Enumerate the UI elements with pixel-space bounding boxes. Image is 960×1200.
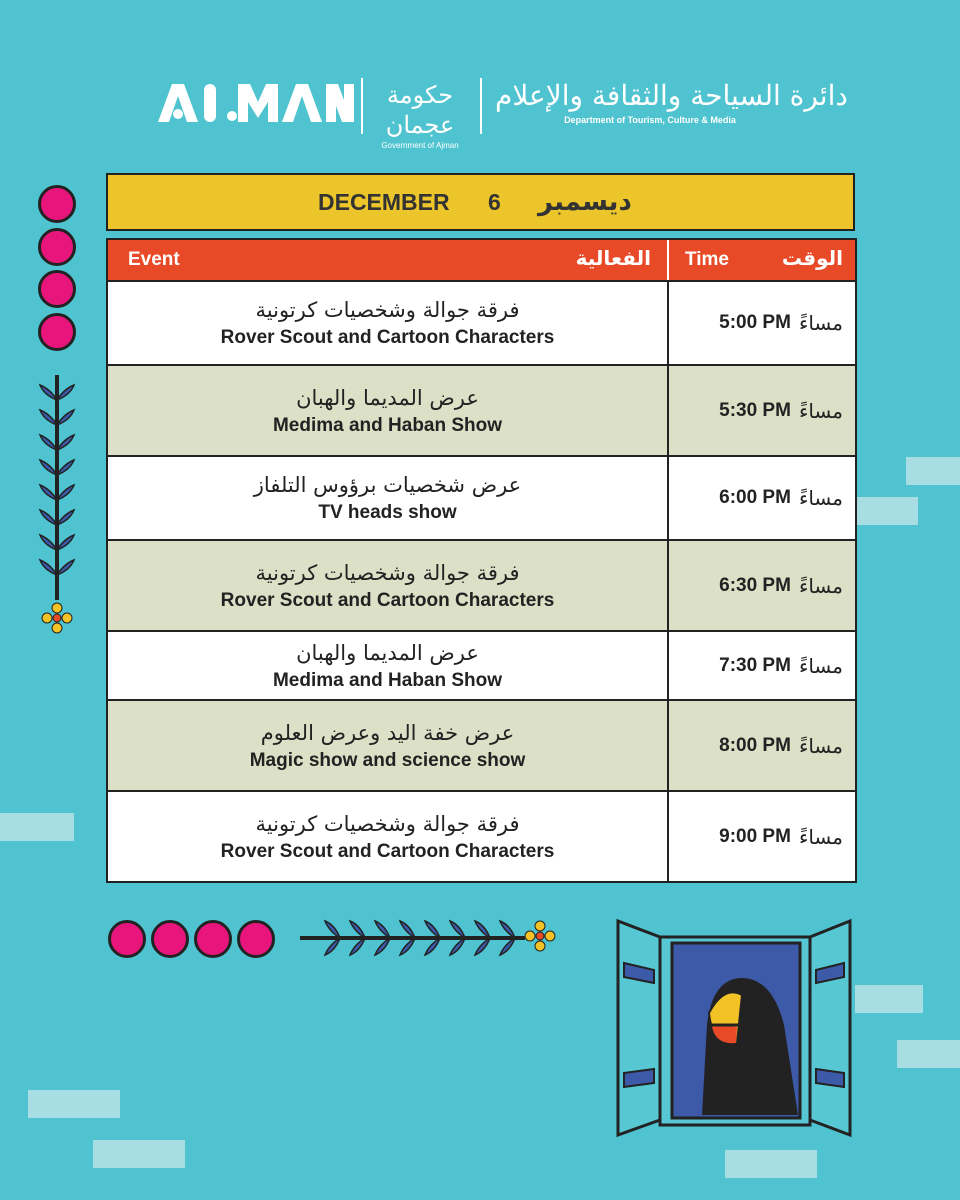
decor-dot [151, 920, 189, 958]
event-cell [108, 632, 669, 699]
month-en: DECEMBER [318, 188, 450, 215]
event-time-ar: مساءً [798, 486, 843, 510]
event-name-ar: عرض خفة اليد وعرض العلوم [260, 720, 515, 745]
day-number: 6 [488, 188, 501, 215]
decor-rect [897, 1040, 960, 1068]
event-name-ar: فرقة جوالة وشخصيات كرتونية [255, 560, 520, 585]
event-time: 8:00 PM [719, 734, 791, 756]
decor-rect [93, 1140, 185, 1168]
event-name-en: Rover Scout and Cartoon Characters [220, 327, 555, 348]
window-illustration-icon [612, 915, 856, 1140]
ajman-logo [158, 82, 354, 124]
event-cell [108, 792, 669, 881]
event-time: 7:30 PM [719, 654, 791, 676]
table-header [108, 240, 855, 280]
dept-name-en: Department of Tourism, Culture & Media [564, 115, 736, 125]
fern-decoration-icon [36, 375, 78, 635]
government-logo [370, 80, 470, 152]
table-row [108, 790, 855, 881]
event-name-ar: فرقة جوالة وشخصيات كرتونية [255, 811, 520, 836]
event-name-ar: عرض المديما والهبان [296, 640, 479, 665]
decor-dot [38, 228, 76, 266]
event-name-en: Rover Scout and Cartoon Characters [220, 840, 555, 862]
event-name-en: Medima and Haban Show [272, 414, 503, 436]
event-time-ar: مساءً [798, 733, 843, 758]
time-cell [669, 632, 855, 699]
decor-dot [237, 920, 275, 958]
header-divider [480, 78, 482, 134]
time-cell [669, 457, 855, 539]
col-time-en: Time [685, 249, 730, 270]
decor-rect [28, 1090, 120, 1118]
header-divider [361, 78, 363, 134]
decor-rect [725, 1150, 817, 1178]
event-time-ar: مساءً [798, 653, 843, 678]
event-name-en: Medima and Haban Show [272, 669, 503, 691]
decor-rect [855, 497, 918, 525]
gov-name-ar: حكومة عجمان [385, 81, 455, 139]
decor-rect [855, 985, 923, 1013]
time-cell [669, 701, 855, 790]
event-column-header [108, 240, 669, 280]
event-cell [108, 701, 669, 790]
event-time: 5:00 PM [719, 312, 791, 333]
date-banner [106, 173, 855, 231]
decor-dot [108, 920, 146, 958]
event-cell [108, 366, 669, 455]
gov-name-en: Government of Ajman [381, 141, 459, 150]
decor-dot [38, 313, 76, 351]
event-name-en: Rover Scout and Cartoon Characters [220, 589, 555, 611]
decor-dot [194, 920, 232, 958]
event-name-en: TV heads show [318, 502, 457, 523]
time-column-header [669, 240, 855, 280]
flower-icon [42, 603, 72, 633]
fern-decoration-icon [300, 917, 560, 959]
flower-icon [525, 921, 555, 951]
decor-rect [906, 457, 960, 485]
event-time: 6:30 PM [719, 574, 791, 596]
event-time: 5:30 PM [719, 399, 791, 421]
event-time-ar: مساءً [798, 573, 843, 598]
table-row [108, 455, 855, 539]
event-time-ar: مساءً [798, 311, 843, 335]
event-time-ar: مساءً [798, 398, 843, 423]
col-time-ar: الوقت [781, 246, 843, 270]
schedule-table [106, 238, 857, 883]
decor-rect [0, 813, 74, 841]
col-event-en: Event [128, 249, 180, 270]
event-cell [108, 457, 669, 539]
decor-dot [38, 270, 76, 308]
table-row [108, 699, 855, 790]
time-cell [669, 282, 855, 364]
department-logo [495, 78, 848, 126]
time-cell [669, 792, 855, 881]
table-row [108, 630, 855, 699]
event-name-ar: عرض شخصيات برؤوس التلفاز [253, 473, 522, 497]
event-time: 6:00 PM [719, 487, 791, 508]
month-ar: ديسمبر [538, 187, 632, 217]
table-row [108, 539, 855, 630]
col-event-ar: الفعالية [575, 246, 651, 270]
event-name-ar: فرقة جوالة وشخصيات كرتونية [255, 298, 520, 322]
event-cell [108, 541, 669, 630]
table-row [108, 364, 855, 455]
event-name-en: Magic show and science show [249, 749, 526, 771]
dept-name-ar: دائرة السياحة والثقافة والإعلام [495, 79, 848, 112]
event-name-ar: عرض المديما والهبان [296, 385, 479, 410]
time-cell [669, 366, 855, 455]
event-time: 9:00 PM [719, 825, 791, 847]
event-time-ar: مساءً [798, 824, 843, 849]
decor-dot [38, 185, 76, 223]
event-cell [108, 282, 669, 364]
table-row [108, 280, 855, 364]
time-cell [669, 541, 855, 630]
